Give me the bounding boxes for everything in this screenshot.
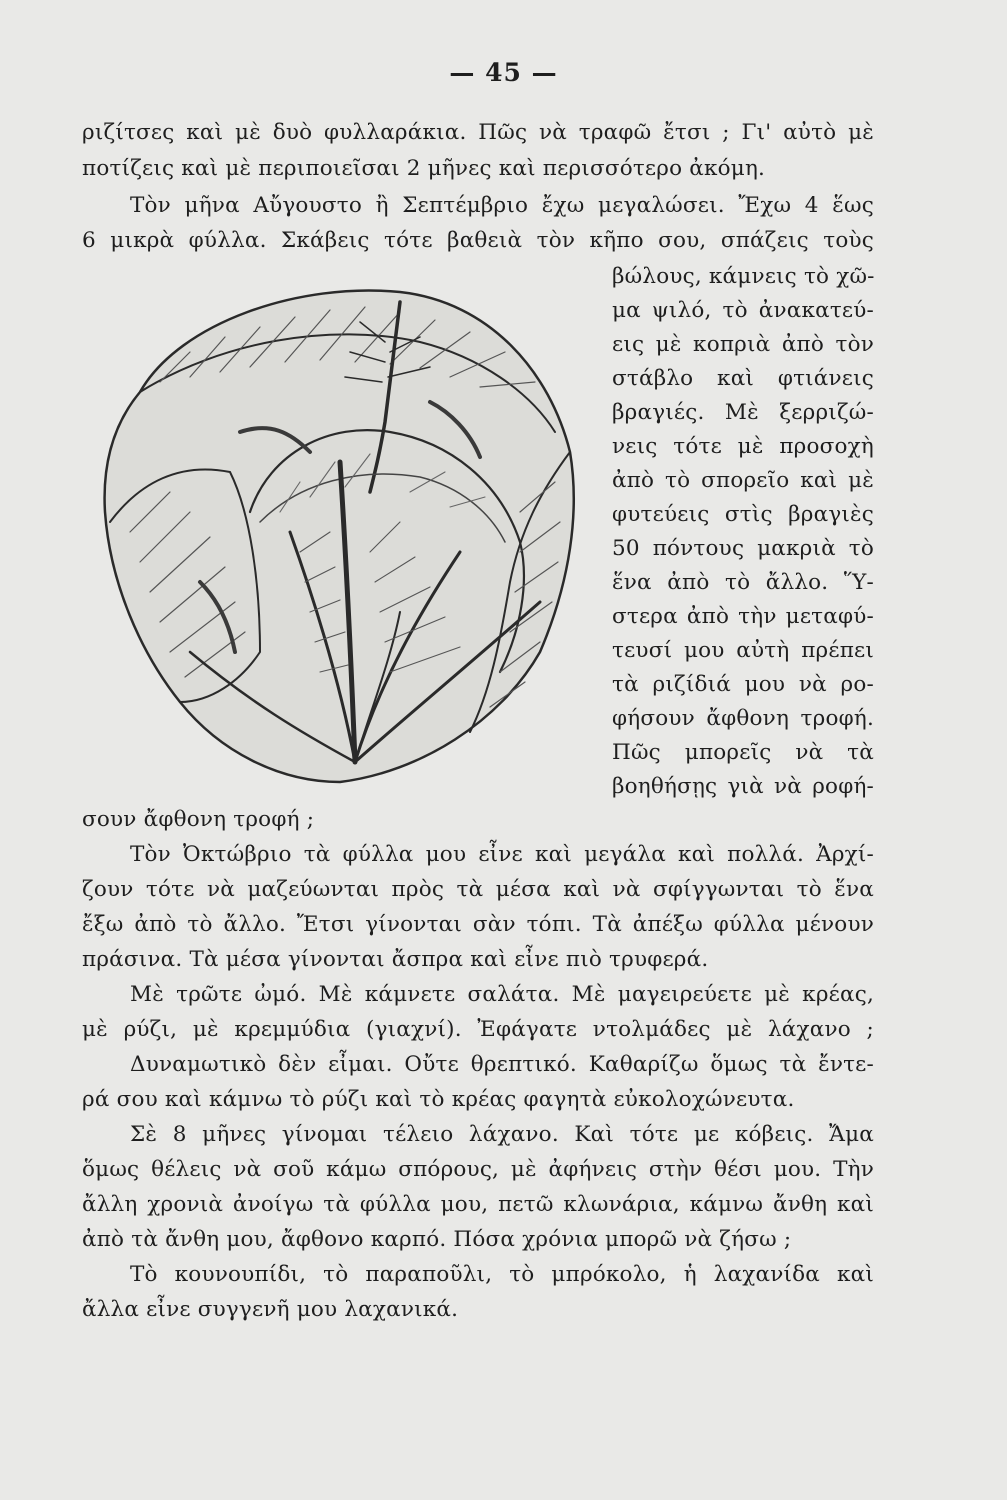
text-line: ἀπὸ τὰ ἄνθη μου, ἄφθονο καρπό. Πόσα χρόνια μπορῶ νὰ ζήσω ; bbox=[82, 1227, 792, 1252]
text-line: Τὸ κουνουπίδι, τὸ παραποῦλι, τὸ μπρόκολο, ἡ λαχανίδα καὶ bbox=[130, 1262, 874, 1287]
text-line: Δυναμωτικὸ δὲν εἶμαι. Οὔτε θρεπτικό. Καθαρίζω ὅμως τὰ ἔντε- bbox=[130, 1052, 874, 1077]
text-line: Τὸν μῆνα Αὔγουστο ἢ Σεπτέμβριο ἔχω μεγαλώσει. Ἔχω 4 ἕως bbox=[130, 193, 874, 218]
text-line: Μὲ τρῶτε ὠμό. Μὲ κάμνετε σαλάτα. Μὲ μαγειρεύετε μὲ κρέας, bbox=[130, 982, 874, 1007]
text-line: ρά σου καὶ κάμνω τὸ ρύζι καὶ τὸ κρέας φαγητὰ εὐκολοχώνευτα. bbox=[82, 1087, 795, 1112]
text-line: μὲ ρύζι, μὲ κρεμμύδια (γιαχνί). Ἐφάγατε ντολμάδες μὲ λάχανο ; bbox=[82, 1017, 874, 1042]
text-line: ζουν τότε νὰ μαζεύωνται πρὸς τὰ μέσα καὶ νὰ σφίγγωνται τὸ ἕνα bbox=[82, 877, 874, 902]
text-line: ριζίτσες καὶ μὲ δυὸ φυλλαράκια. Πῶς νὰ τραφῶ ἔτσι ; Γι' αὐτὸ μὲ bbox=[82, 120, 874, 145]
text-line: φήσουν ἄφθονη τροφή. bbox=[612, 706, 874, 731]
text-line: στερα ἀπὸ τὴν μεταφύ- bbox=[612, 604, 874, 629]
text-line: ἄλλη χρονιὰ ἀνοίγω τὰ φύλλα μου, πετῶ κλωνάρια, κάμνω ἄνθη καὶ bbox=[82, 1192, 874, 1217]
text-line: Πῶς μπορεῖς νὰ τὰ bbox=[612, 740, 874, 765]
text-line: πράσινα. Τὰ μέσα γίνονται ἄσπρα καὶ εἶνε πιὸ τρυφερά. bbox=[82, 947, 709, 972]
text-line: Τὸν Ὀκτώβριο τὰ φύλλα μου εἶνε καὶ μεγάλα καὶ πολλά. Ἀρχί- bbox=[130, 842, 874, 867]
text-line: Σὲ 8 μῆνες γίνομαι τέλειο λάχανο. Καὶ τότε με κόβεις. Ἄμα bbox=[130, 1122, 874, 1147]
text-line: ἕνα ἀπὸ τὸ ἄλλο. Ὕ- bbox=[612, 570, 874, 595]
text-line: ἄλλα εἶνε συγγενῆ μου λαχανικά. bbox=[82, 1297, 459, 1322]
page-number: — 45 — bbox=[449, 58, 558, 87]
text-line: 6 μικρὰ φύλλα. Σκάβεις τότε βαθειὰ τὸν κῆπο σου, σπάζεις τοὺς bbox=[82, 228, 874, 253]
text-line: ἔξω ἀπὸ τὸ ἄλλο. Ἔτσι γίνονται σὰν τόπι. Τὰ ἀπέξω φύλλα μένουν bbox=[82, 912, 874, 937]
text-line: μα ψιλό, τὸ ἀνακατεύ- bbox=[612, 298, 874, 323]
text-line: σουν ἄφθονη τροφή ; bbox=[82, 807, 315, 832]
cabbage-illustration bbox=[100, 282, 590, 792]
text-line: στάβλο καὶ φτιάνεις bbox=[612, 366, 874, 391]
text-line: ἀπὸ τὸ σπορεῖο καὶ μὲ bbox=[612, 468, 874, 493]
text-line: βοηθήσῃς γιὰ νὰ ροφή- bbox=[612, 774, 874, 799]
text-line: ὅμως θέλεις νὰ σοῦ κάμω σπόρους, μὲ ἀφήνεις στὴν θέσι μου. Τὴν bbox=[82, 1157, 874, 1182]
text-line: 50 πόντους μακριὰ τὸ bbox=[612, 536, 874, 561]
text-line: τὰ ριζίδιά μου νὰ ρο- bbox=[612, 672, 874, 697]
text-line: εις μὲ κοπριὰ ἀπὸ τὸν bbox=[612, 332, 874, 357]
text-line: βώλους, κάμνεις τὸ χῶ- bbox=[612, 264, 875, 289]
text-line: βραγιές. Μὲ ξερριζώ- bbox=[612, 400, 874, 425]
text-line: ποτίζεις καὶ μὲ περιποιεῖσαι 2 μῆνες καὶ περισσότερο ἀκόμη. bbox=[82, 156, 766, 181]
text-line: φυτεύεις στὶς βραγιὲς bbox=[612, 502, 874, 527]
text-line: νεις τότε μὲ προσοχὴ bbox=[612, 434, 874, 459]
text-line: τευσί μου αὐτὴ πρέπει bbox=[612, 638, 874, 663]
